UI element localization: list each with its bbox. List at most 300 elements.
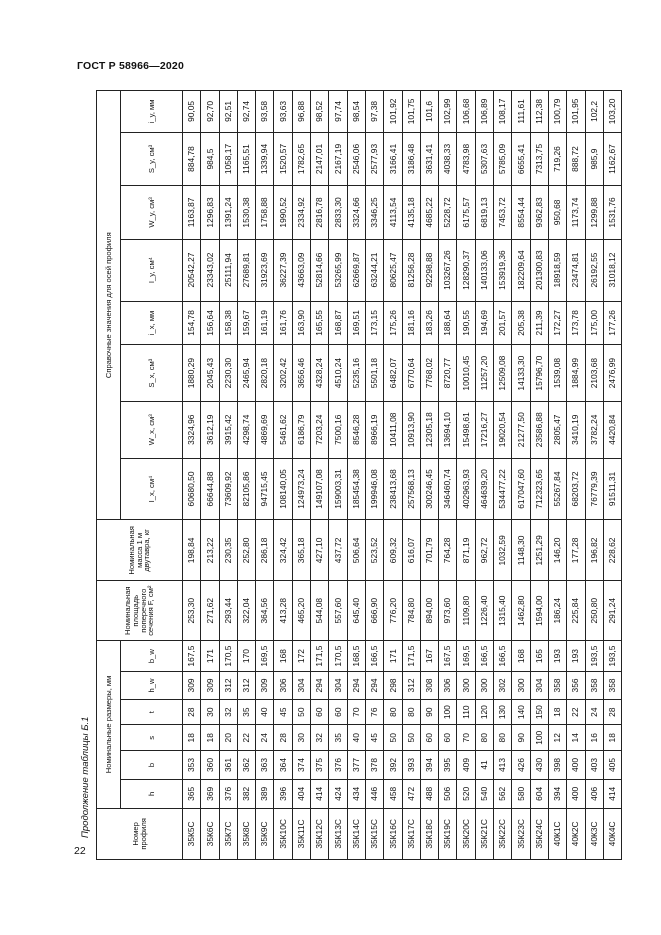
column-header: W_x, см³ — [121, 401, 183, 458]
table-cell: 70 — [347, 699, 365, 725]
table-cell: 2577,93 — [365, 132, 383, 185]
table-cell: 150 — [530, 699, 548, 725]
table-cell: 358 — [548, 672, 566, 700]
table-cell: 6186,79 — [292, 401, 310, 458]
table-cell: 3324,66 — [347, 186, 365, 239]
table-cell: 98,54 — [347, 91, 365, 133]
table-cell: 1990,52 — [274, 186, 292, 239]
table-cell: 228,62 — [603, 520, 621, 581]
table-cell: 7203,24 — [311, 401, 329, 458]
table-cell: 167 — [420, 641, 438, 672]
table-cell: 76779,39 — [585, 458, 603, 520]
table-cell: 70 — [457, 725, 475, 751]
table-cell: 776,20 — [384, 581, 402, 641]
table-cell: 294 — [347, 672, 365, 700]
table-cell: 170,5 — [219, 641, 237, 672]
table-cell: 304 — [329, 672, 347, 700]
table-cell: 506 — [439, 779, 457, 808]
table-cell: 50 — [384, 725, 402, 751]
table-cell: 92,74 — [237, 91, 255, 133]
table-cell: 3346,25 — [365, 186, 383, 239]
table-cell: 430 — [530, 751, 548, 780]
table-cell: 96,88 — [292, 91, 310, 133]
table-cell: 302 — [494, 672, 512, 700]
table-cell: 26192,55 — [585, 239, 603, 301]
table-cell: 300 — [512, 672, 530, 700]
table-cell: 225,84 — [567, 581, 585, 641]
table-row — [603, 91, 621, 860]
table-cell: 884,78 — [183, 132, 201, 185]
table-cell: 156,64 — [201, 301, 219, 345]
table-cell: 20542,27 — [183, 239, 201, 301]
table-cell: 396 — [274, 779, 292, 808]
table-cell: 1880,29 — [183, 345, 201, 402]
table-cell: 82105,86 — [237, 458, 255, 520]
table-cell: 2103,68 — [585, 345, 603, 402]
profile-number-cell: 35К17С — [402, 808, 420, 859]
table-cell: 14 — [567, 725, 585, 751]
table-row — [457, 91, 475, 860]
table-cell: 3612,19 — [201, 401, 219, 458]
table-cell: 4420,84 — [603, 401, 621, 458]
table-cell: 166,5 — [365, 641, 383, 672]
table-cell: 16 — [585, 725, 603, 751]
profile-number-cell: 35К21С — [475, 808, 493, 859]
table-cell: 369 — [201, 779, 219, 808]
table-cell: 6770,64 — [402, 345, 420, 402]
table-cell: 3656,46 — [292, 345, 310, 402]
profile-number-cell: 35К10С — [274, 808, 292, 859]
table-cell: 557,60 — [329, 581, 347, 641]
header-reference-values: Справочные значения для осей профиля — [97, 91, 121, 520]
table-cell: 90 — [512, 725, 530, 751]
table-cell: 173,15 — [365, 301, 383, 345]
table-cell: 985,9 — [585, 132, 603, 185]
column-header: h — [121, 779, 183, 808]
column-header: i_y, мм — [121, 91, 183, 133]
table-cell: 306 — [439, 672, 457, 700]
table-cell: 1109,80 — [457, 581, 475, 641]
table-cell: 18918,59 — [548, 239, 566, 301]
table-cell: 414 — [603, 779, 621, 808]
table-cell: 172,27 — [548, 301, 566, 345]
column-header: t — [121, 699, 183, 725]
table-cell: 306 — [274, 672, 292, 700]
table-cell: 32 — [311, 725, 329, 751]
table-cell: 4298,74 — [237, 401, 255, 458]
table-cell: 4685,22 — [420, 186, 438, 239]
table-cell: 10010,45 — [457, 345, 475, 402]
table-cell: 414 — [311, 779, 329, 808]
table-cell: 10913,90 — [402, 401, 420, 458]
table-cell: 93,58 — [256, 91, 274, 133]
table-cell: 6482,07 — [384, 345, 402, 402]
table-cell: 523,52 — [365, 520, 383, 581]
table-cell: 8720,77 — [439, 345, 457, 402]
table-cell: 2833,30 — [329, 186, 347, 239]
column-header: i_x, мм — [121, 301, 183, 345]
table-cell: 168 — [274, 641, 292, 672]
table-cell: 15796,70 — [530, 345, 548, 402]
table-cell: 376 — [219, 779, 237, 808]
table-cell: 159003,31 — [329, 458, 347, 520]
table-cell: 101,92 — [384, 91, 402, 133]
table-cell: 100,79 — [548, 91, 566, 133]
table-cell: 201300,83 — [530, 239, 548, 301]
table-cell: 102,2 — [585, 91, 603, 133]
table-cell: 80 — [384, 699, 402, 725]
table-row — [384, 91, 402, 860]
table-cell: 294 — [365, 672, 383, 700]
table-cell: 171,5 — [311, 641, 329, 672]
table-cell: 312 — [402, 672, 420, 700]
table-cell: 23474,81 — [567, 239, 585, 301]
table-cell: 271,62 — [201, 581, 219, 641]
table-cell: 1884,99 — [567, 345, 585, 402]
table-cell: 81256,28 — [402, 239, 420, 301]
table-cell: 2820,18 — [256, 345, 274, 402]
table-cell: 159,67 — [237, 301, 255, 345]
table-cell: 458 — [384, 779, 402, 808]
table-cell: 175,26 — [384, 301, 402, 345]
table-cell: 53265,99 — [329, 239, 347, 301]
table-cell: 464639,20 — [475, 458, 493, 520]
table-cell: 31923,69 — [256, 239, 274, 301]
table-cell: 984,5 — [201, 132, 219, 185]
table-cell: 8554,44 — [512, 186, 530, 239]
table-cell: 182209,64 — [512, 239, 530, 301]
table-cell: 424 — [329, 779, 347, 808]
table-cell: 4869,69 — [256, 401, 274, 458]
table-cell: 62669,87 — [347, 239, 365, 301]
table-cell: 645,40 — [347, 581, 365, 641]
table-cell: 198,84 — [183, 520, 201, 581]
table-row — [237, 91, 255, 860]
table-cell: 375 — [311, 751, 329, 780]
table-cell: 888,72 — [567, 132, 585, 185]
table-cell: 4783,98 — [457, 132, 475, 185]
table-row — [292, 91, 310, 860]
table-cell: 167,5 — [439, 641, 457, 672]
table-cell: 3202,42 — [274, 345, 292, 402]
table-cell: 8546,28 — [347, 401, 365, 458]
column-header: S_x, см³ — [121, 345, 183, 402]
table-cell: 2230,30 — [219, 345, 237, 402]
table-cell: 395 — [439, 751, 457, 780]
table-cell: 300246,45 — [420, 458, 438, 520]
table-cell: 1226,40 — [475, 581, 493, 641]
column-header: s — [121, 725, 183, 751]
table-cell: 186,24 — [548, 581, 566, 641]
table-cell: 446 — [365, 779, 383, 808]
table-cell: 534477,22 — [494, 458, 512, 520]
table-cell: 177,26 — [603, 301, 621, 345]
table-cell: 1315,40 — [494, 581, 512, 641]
table-cell: 324,42 — [274, 520, 292, 581]
profile-number-cell: 35К8С — [237, 808, 255, 859]
profile-number-cell: 35К6С — [201, 808, 219, 859]
table-cell: 25111,94 — [219, 239, 237, 301]
table-cell: 55267,84 — [548, 458, 566, 520]
table-row — [512, 91, 530, 860]
table-cell: 32 — [219, 699, 237, 725]
table-cell: 100 — [530, 725, 548, 751]
table-cell: 488 — [420, 779, 438, 808]
table-cell: 80 — [475, 725, 493, 751]
table-cell: 950,68 — [548, 186, 566, 239]
table-cell: 358 — [585, 672, 603, 700]
table-cell: 294 — [311, 672, 329, 700]
table-cell: 5501,18 — [365, 345, 383, 402]
table-row — [530, 91, 548, 860]
table-cell: 1539,08 — [548, 345, 566, 402]
table-cell: 427,10 — [311, 520, 329, 581]
table-cell: 22 — [567, 699, 585, 725]
profile-number-cell: 40К3С — [585, 808, 603, 859]
table-row — [494, 91, 512, 860]
table-cell: 128290,37 — [457, 239, 475, 301]
table-cell: 40 — [347, 725, 365, 751]
table-cell: 3631,41 — [420, 132, 438, 185]
table-cell: 92298,88 — [420, 239, 438, 301]
table-cell: 413,28 — [274, 581, 292, 641]
table-row — [439, 91, 457, 860]
table-row — [365, 91, 383, 860]
table-cell: 378 — [365, 751, 383, 780]
table-cell: 3324,96 — [183, 401, 201, 458]
table-cell: 45 — [365, 725, 383, 751]
table-cell: 309 — [256, 672, 274, 700]
table-cell: 201,57 — [494, 301, 512, 345]
table-cell: 11257,20 — [475, 345, 493, 402]
table-cell: 13694,10 — [439, 401, 457, 458]
table-cell: 97,74 — [329, 91, 347, 133]
table-cell: 322,04 — [237, 581, 255, 641]
table-cell: 293,44 — [219, 581, 237, 641]
profile-number-cell: 35К13С — [329, 808, 347, 859]
table-cell: 63244,21 — [365, 239, 383, 301]
table-cell: 465,20 — [292, 581, 310, 641]
table-cell: 1251,29 — [530, 520, 548, 581]
column-header: S_y, см³ — [121, 132, 183, 185]
profile-number-cell: 35К9С — [256, 808, 274, 859]
table-cell: 112,38 — [530, 91, 548, 133]
table-cell: 60 — [439, 725, 457, 751]
table-cell: 30 — [201, 699, 219, 725]
table-cell: 2147,01 — [311, 132, 329, 185]
table-cell: 80 — [494, 725, 512, 751]
column-header: b_w — [121, 641, 183, 672]
table-cell: 5461,62 — [274, 401, 292, 458]
table-cell: 1148,30 — [512, 520, 530, 581]
table-cell: 1594,00 — [530, 581, 548, 641]
table-cell: 962,72 — [475, 520, 493, 581]
table-cell: 437,72 — [329, 520, 347, 581]
table-cell: 12305,18 — [420, 401, 438, 458]
table-cell: 394 — [548, 779, 566, 808]
table-cell: 544,08 — [311, 581, 329, 641]
table-cell: 60680,50 — [183, 458, 201, 520]
table-cell: 24 — [256, 725, 274, 751]
table-cell: 193,5 — [603, 641, 621, 672]
table-cell: 169,5 — [457, 641, 475, 672]
table-cell: 170 — [237, 641, 255, 672]
profile-number-cell: 35К5С — [183, 808, 201, 859]
table-cell: 5307,63 — [475, 132, 493, 185]
table-cell: 712323,65 — [530, 458, 548, 520]
table-cell: 60 — [311, 699, 329, 725]
table-cell: 434 — [347, 779, 365, 808]
profile-number-cell: 40К4С — [603, 808, 621, 859]
table-cell: 190,55 — [457, 301, 475, 345]
table-cell: 300 — [475, 672, 493, 700]
table-cell: 356 — [567, 672, 585, 700]
table-cell: 1339,94 — [256, 132, 274, 185]
table-cell: 309 — [183, 672, 201, 700]
table-cell: 103267,26 — [439, 239, 457, 301]
table-cell: 188,64 — [439, 301, 457, 345]
table-cell: 103,20 — [603, 91, 621, 133]
table-cell: 2167,19 — [329, 132, 347, 185]
table-cell: 871,19 — [457, 520, 475, 581]
table-cell: 35 — [329, 725, 347, 751]
table-cell: 382 — [237, 779, 255, 808]
table-cell: 304 — [292, 672, 310, 700]
table-cell: 300 — [457, 672, 475, 700]
table-cell: 393 — [402, 751, 420, 780]
table-cell: 1758,88 — [256, 186, 274, 239]
table-cell: 140 — [512, 699, 530, 725]
table-cell: 701,79 — [420, 520, 438, 581]
profile-number-cell: 35К12С — [311, 808, 329, 859]
table-cell: 394 — [420, 751, 438, 780]
table-cell: 31018,12 — [603, 239, 621, 301]
table-cell: 304 — [530, 672, 548, 700]
table-cell: 177,28 — [567, 520, 585, 581]
table-cell: 154,78 — [183, 301, 201, 345]
table-continuation-caption: Продолжение таблицы Б.1 — [80, 716, 91, 838]
table-cell: 1520,57 — [274, 132, 292, 185]
table-row — [256, 91, 274, 860]
table-cell: 60 — [420, 725, 438, 751]
table-cell: 2045,43 — [201, 345, 219, 402]
table-cell: 45 — [274, 699, 292, 725]
table-row — [183, 91, 201, 860]
table-cell: 193 — [548, 641, 566, 672]
table-cell: 404 — [292, 779, 310, 808]
table-cell: 17216,27 — [475, 401, 493, 458]
table-cell: 18 — [603, 725, 621, 751]
table-row — [585, 91, 603, 860]
table-cell: 617047,60 — [512, 458, 530, 520]
table-cell: 1296,83 — [201, 186, 219, 239]
table-cell: 1058,17 — [219, 132, 237, 185]
table-cell: 90,05 — [183, 91, 201, 133]
table-cell: 12 — [548, 725, 566, 751]
table-cell: 253,30 — [183, 581, 201, 641]
table-cell: 400 — [567, 779, 585, 808]
table-cell: 7768,02 — [420, 345, 438, 402]
table-cell: 230,35 — [219, 520, 237, 581]
table-cell: 520 — [457, 779, 475, 808]
table-row — [402, 91, 420, 860]
header-profile-number: Номер профиля — [97, 808, 183, 859]
table-cell: 161,76 — [274, 301, 292, 345]
table-cell: 106,68 — [457, 91, 475, 133]
table-cell: 1032,59 — [494, 520, 512, 581]
table-cell: 2816,78 — [311, 186, 329, 239]
table-cell: 165 — [530, 641, 548, 672]
table-cell: 15498,61 — [457, 401, 475, 458]
table-cell: 374 — [292, 751, 310, 780]
table-cell: 124973,24 — [292, 458, 310, 520]
table-cell: 92,51 — [219, 91, 237, 133]
table-cell: 312 — [237, 672, 255, 700]
table-cell: 171,5 — [402, 641, 420, 672]
table-cell: 364,56 — [256, 581, 274, 641]
table-cell: 604 — [530, 779, 548, 808]
table-cell: 400 — [567, 751, 585, 780]
table-cell: 20 — [219, 725, 237, 751]
table-row — [274, 91, 292, 860]
table-cell: 402963,93 — [457, 458, 475, 520]
table-cell: 3915,42 — [219, 401, 237, 458]
table-cell: 76 — [365, 699, 383, 725]
table-cell: 50 — [292, 699, 310, 725]
profile-number-cell: 35К19С — [439, 808, 457, 859]
table-cell: 3410,19 — [567, 401, 585, 458]
table-cell: 719,26 — [548, 132, 566, 185]
table-cell: 12509,08 — [494, 345, 512, 402]
table-cell: 562 — [494, 779, 512, 808]
table-cell: 973,60 — [439, 581, 457, 641]
rotated-table-container — [96, 90, 616, 860]
table-cell: 540 — [475, 779, 493, 808]
table-cell: 23586,88 — [530, 401, 548, 458]
table-cell: 80625,47 — [384, 239, 402, 301]
table-cell: 5785,09 — [494, 132, 512, 185]
table-cell: 1165,51 — [237, 132, 255, 185]
table-cell: 166,5 — [494, 641, 512, 672]
table-cell: 199946,08 — [365, 458, 383, 520]
table-cell: 363 — [256, 751, 274, 780]
table-cell: 19020,54 — [494, 401, 512, 458]
table-cell: 286,18 — [256, 520, 274, 581]
table-cell: 360 — [201, 751, 219, 780]
table-cell: 43663,09 — [292, 239, 310, 301]
table-cell: 413 — [494, 751, 512, 780]
table-cell: 312 — [219, 672, 237, 700]
table-cell: 1782,65 — [292, 132, 310, 185]
table-cell: 196,82 — [585, 520, 603, 581]
table-cell: 764,28 — [439, 520, 457, 581]
table-cell: 406 — [585, 779, 603, 808]
table-cell: 158,38 — [219, 301, 237, 345]
table-cell: 100 — [439, 699, 457, 725]
table-row — [347, 91, 365, 860]
table-cell: 257568,13 — [402, 458, 420, 520]
table-cell: 102,99 — [439, 91, 457, 133]
table-cell: 14133,30 — [512, 345, 530, 402]
table-cell: 1531,76 — [603, 186, 621, 239]
profile-number-cell: 35К16С — [384, 808, 402, 859]
table-cell: 130 — [494, 699, 512, 725]
table-cell: 140133,06 — [475, 239, 493, 301]
table-cell: 2465,94 — [237, 345, 255, 402]
table-cell: 309 — [201, 672, 219, 700]
table-cell: 3782,24 — [585, 401, 603, 458]
table-cell: 6175,57 — [457, 186, 475, 239]
